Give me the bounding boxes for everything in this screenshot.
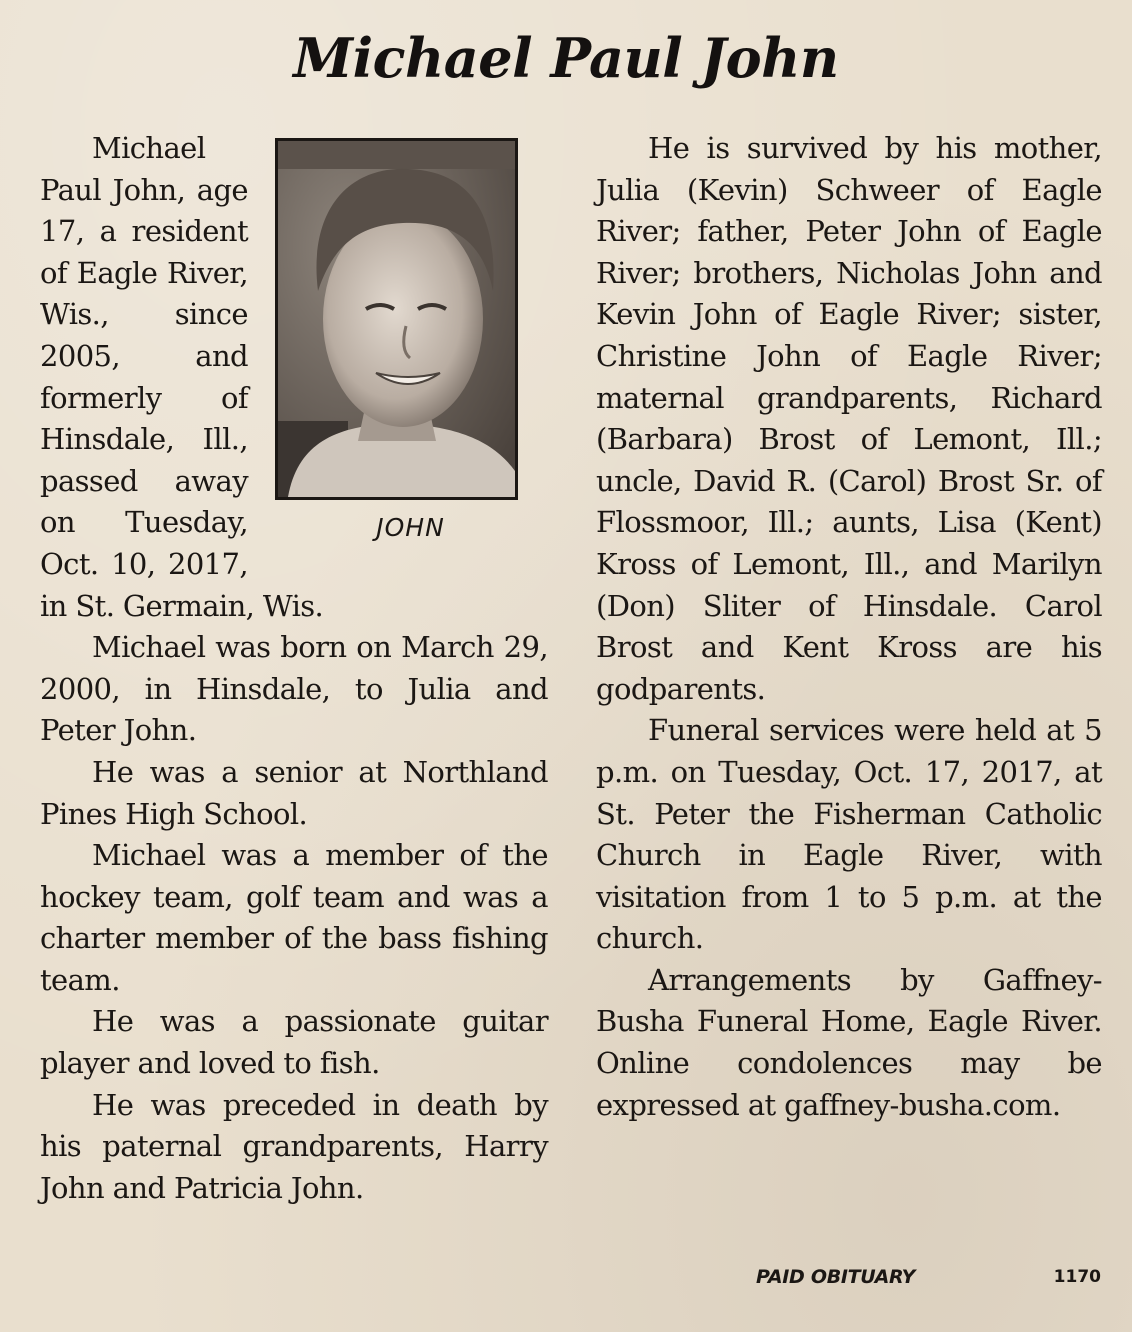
paragraph: Michael Paul John, age 17, a resident of Eagle River, Wis., since 2005, and formerly of Hinsdale, Ill., passed away on Tuesday, Oct. 10, 2017, in St. Germain, Wis.	[40, 131, 324, 623]
ad-code: 1170	[1053, 1267, 1101, 1287]
paragraph: Michael was born on March 29, 2000, in Hinsdale, to Julia and Peter John.	[40, 630, 548, 748]
portrait-photo	[275, 138, 518, 500]
photo-caption: JOHN	[376, 513, 445, 542]
footer	[756, 1262, 1101, 1292]
paragraph: Arrangements by Gaffney-Busha Funeral Home, Eagle River. Online condolences may be expressed at gaffney-busha.com.	[596, 962, 1102, 1122]
paragraph: He was a passionate guitar player and loved to fish.	[40, 1004, 548, 1081]
paid-obituary-label: PAID OBITUARY	[756, 1266, 916, 1288]
left-column	[40, 128, 548, 1209]
photo-block	[268, 138, 548, 548]
paragraph: Funeral services were held at 5 p.m. on Tuesday, Oct. 17, 2017, at St. Peter the Fisherman Catholic Church in Eagle River, with visitation from 1 to 5 p.m. at the church.	[596, 713, 1102, 956]
right-column	[596, 128, 1102, 1126]
paragraph: He was a senior at Northland Pines High School.	[40, 754, 548, 831]
obituary-title: Michael Paul John	[293, 26, 839, 90]
portrait-image	[278, 141, 515, 497]
paragraph: Michael was a member of the hockey team, golf team and was a charter member of the bass fishing team.	[40, 838, 548, 997]
paragraph: He is survived by his mother, Julia (Kevin) Schweer of Eagle River; father, Peter John of Eagle River; brothers, Nicholas John and Kevin John of Eagle River; sister, Christine John of Eagle River; maternal grandparents, Richard (Barbara) Brost of Lemont, Ill.; uncle, David R. (Carol) Brost Sr. of Flossmoor, Ill.; aunts, Lisa (Kent) Kross of Lemont, Ill., and Marilyn (Don) Sliter of Hinsdale. Carol Brost and Kent Kross are his godparents.	[596, 131, 1102, 706]
paragraph: He was preceded in death by his paternal grandparents, Harry John and Patricia John.	[40, 1087, 548, 1205]
